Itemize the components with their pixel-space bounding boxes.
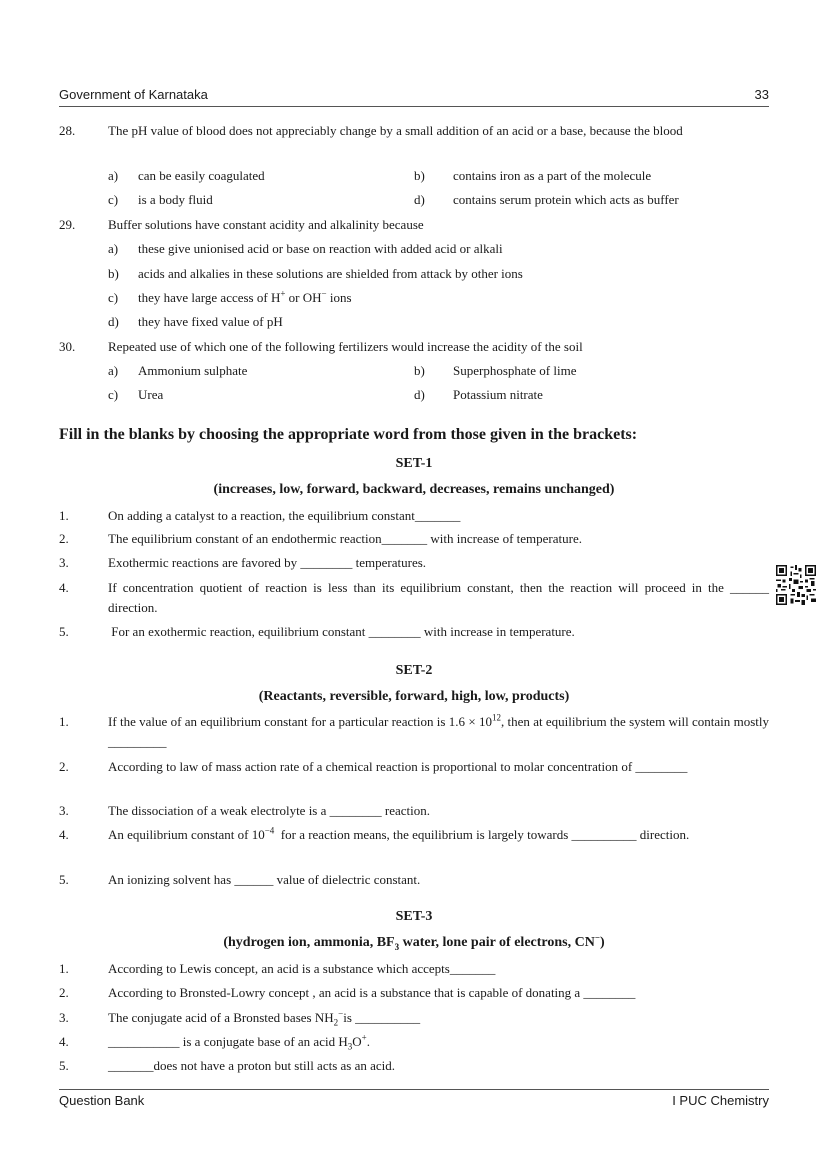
- set3-item-3: 3. The conjugate acid of a Bronsted bases $NH_2^-is$ __________: [59, 1008, 421, 1028]
- set3-title: SET-3: [395, 909, 433, 924]
- qr-code-icon: [776, 565, 816, 605]
- header-title: Government of Karnataka: [59, 87, 208, 102]
- page-header: [59, 87, 769, 105]
- set1-item-5: 5. For an exothermic reaction, equilibrium constant ________ with increase in temperature.: [59, 624, 575, 639]
- question-29: [59, 215, 769, 235]
- set1-title: SET-1: [395, 456, 433, 471]
- set1-item-4: 4. If concentration quotient of reaction is less than its equilibrium constant, then the reaction will proceed in the ______ direction.: [59, 580, 769, 615]
- set2-word-bank: (Reactants, reversible, forward, high, low, products): [258, 689, 570, 704]
- footer-rule: [59, 1089, 769, 1090]
- set2-title: SET-2: [395, 663, 433, 678]
- question-30: [59, 337, 769, 357]
- set1-item-1: 1. On adding a catalyst to a reaction, the equilibrium constant_______: [59, 508, 461, 523]
- set1-item-3: 3. Exothermic reactions are favored by ________ temperatures.: [59, 555, 427, 570]
- set2-item-3: 3. The dissociation of a weak electrolyte is a ________ reaction.: [59, 803, 431, 818]
- header-rule: [59, 106, 769, 107]
- question-number: 30.: [59, 339, 76, 354]
- set1-item-2: 2. The equilibrium constant of an endothermic reaction_______ with increase of temperature.: [59, 531, 582, 546]
- set3-item-4: 4. ___________ is a conjugate base of an acid $H_3O^+$.: [59, 1032, 370, 1052]
- set2-item-4: 4. An equilibrium constant of $10^{-4}$ for a reaction means, the equilibrium is largely towards __________ direction.: [59, 825, 690, 842]
- question-number: 28.: [59, 123, 76, 138]
- page-number: 33: [754, 87, 769, 102]
- set2-item-5: 5. An ionizing solvent has ______ value of dielectric constant.: [59, 872, 421, 887]
- set3-item-2: 2. According to Bronsted-Lowry concept , an acid is a substance that is capable of donating a ________: [59, 985, 636, 1000]
- question-text: The pH value of blood does not appreciably change by a small addition of an acid or a base, because the blood: [108, 123, 683, 138]
- question-28: [59, 121, 769, 161]
- question-text: Buffer solutions have constant acidity and alkalinity because: [108, 217, 424, 232]
- set2-item-1: 1. If the value of an equilibrium constant for a particular reaction is $1.6 \times 10^{12}$, then at equilibrium the system will contain mostly _________: [59, 712, 769, 749]
- footer-right: I PUC Chemistry: [672, 1093, 769, 1108]
- question-text: Repeated use of which one of the following fertilizers would increase the acidity of the soil: [108, 339, 583, 354]
- set2-item-2: 2. According to law of mass action rate of a chemical reaction is proportional to molar concentration of ________: [59, 759, 688, 774]
- set3-word-bank: (hydrogen ion, ammonia, $BF_3$ water, lone pair of electrons, CN−): [223, 932, 605, 952]
- footer-left: Question Bank: [59, 1093, 145, 1108]
- set1-word-bank: (increases, low, forward, backward, decreases, remains unchanged): [213, 482, 615, 497]
- fill-blanks-heading: Fill in the blanks by choosing the appropriate word from those given in the brackets:: [59, 426, 638, 443]
- question-number: 29.: [59, 217, 76, 232]
- page-footer: [59, 1093, 769, 1111]
- set3-item-5: 5. _______does not have a proton but still acts as an acid.: [59, 1058, 396, 1073]
- set3-item-1: 1. According to Lewis concept, an acid is a substance which accepts_______: [59, 961, 496, 976]
